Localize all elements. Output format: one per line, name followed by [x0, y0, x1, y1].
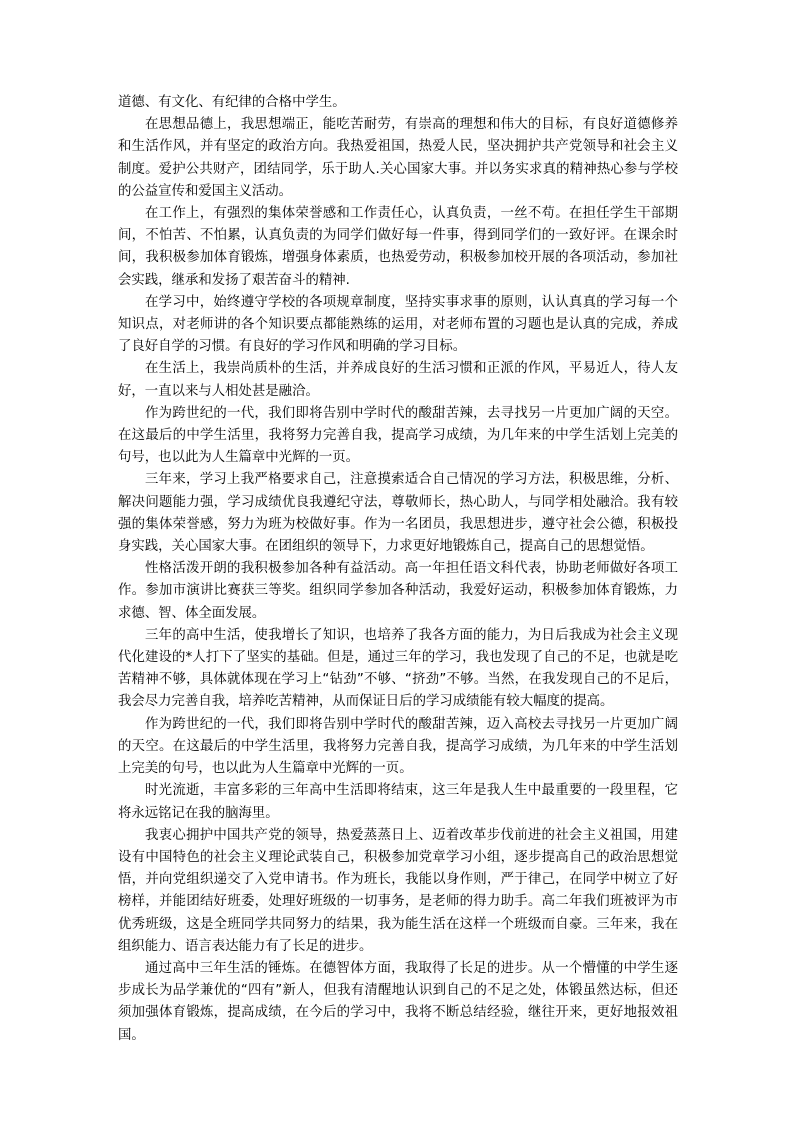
- paragraph: 在生活上，我崇尚质朴的生活，并养成良好的生活习惯和正派的作风，平易近人，待人友好，一直以来与人相处甚是融洽。: [118, 361, 678, 399]
- document-body: [118, 92, 678, 1047]
- paragraph: 在工作上，有强烈的集体荣誉感和工作责任心，认真负责，一丝不苟。在担任学生干部期间，不怕苦、不怕累，认真负责的为同学们做好每一件事，得到同学们的一致好评。在课余时间，我积极参加体育锻炼，增强身体素质，也热爱劳动，积极参加校开展的各项活动，参加社会实践，继承和发扬了艰苦奋斗的精神.: [118, 206, 678, 288]
- paragraph: 作为跨世纪的一代，我们即将告别中学时代的酸甜苦辣，去寻找另一片更加广阔的天空。在这最后的中学生活里，我将努力完善自我，提高学习成绩，为几年来的中学生活划上完美的句号，也以此为人生篇章中光辉的一页。: [118, 405, 678, 466]
- paragraph: 作为跨世纪的一代，我们即将告别中学时代的酸甜苦辣，迈入高校去寻找另一片更加广阔的天空。在这最后的中学生活里，我将努力完善自我，提高学习成绩，为几年来的中学生活划上完美的句号，也以此为人生篇章中光辉的一页。: [118, 716, 678, 777]
- paragraph: 道德、有文化、有纪律的合格中学生。: [118, 95, 346, 110]
- paragraph: 性格活泼开朗的我积极参加各种有益活动。高一年担任语文科代表，协助老师做好各项工作。参加市演讲比赛获三等奖。组织同学参加各种活动，我爱好运动，积极参加体育锻炼，力求德、智、体全面发展。: [118, 561, 678, 621]
- paragraph: 在思想品德上，我思想端正，能吃苦耐劳，有崇高的理想和伟大的目标，有良好道德修养和生活作风，并有坚定的政治方向。我热爱祖国，热爱人民，坚决拥护共产党领导和社会主义制度。爱护公共财产，团结同学，乐于助人.关心国家大事。并以务实求真的精神热心参与学校的公益宣传和爱国主义活动。: [118, 117, 678, 199]
- paragraph: 在学习中，始终遵守学校的各项规章制度，坚持实事求事的原则，认认真真的学习每一个知识点，对老师讲的各个知识要点都能熟练的运用，对老师布置的习题也是认真的完成，养成了良好自学的习惯。有良好的学习作风和明确的学习目标。: [118, 294, 678, 355]
- paragraph: 三年的高中生活，使我增长了知识，也培养了我各方面的能力，为日后我成为社会主义现代化建设的*人打下了坚实的基础。但是，通过三年的学习，我也发现了自己的不足，也就是吃苦精神不够，具体就体现在学习上“钻劲”不够、“挤劲”不够。当然，在我发现自己的不足后，我会尽力完善自我，培养吃苦精神，从而保证日后的学习成绩能有较大幅度的提高。: [118, 627, 678, 710]
- paragraph: 时光流逝，丰富多彩的三年高中生活即将结束，这三年是我人生中最重要的一段里程，它将永远铭记在我的脑海里。: [118, 783, 678, 821]
- paragraph: 三年来，学习上我严格要求自己，注意摸索适合自己情况的学习方法，积极思维，分析、解决问题能力强，学习成绩优良我遵纪守法，尊敬师长，热心助人，与同学相处融洽。我有较强的集体荣誉感，努力为班为校做好事。作为一名团员，我思想进步，遵守社会公德，积极投身实践，关心国家大事。在团组织的领导下，力求更好地锻炼自己，提高自己的思想觉悟。: [118, 472, 678, 555]
- paragraph: 通过高中三年生活的锤炼。在德智体方面，我取得了长足的进步。从一个懵懂的中学生逐步成长为品学兼优的“四有”新人，但我有清醒地认识到自己的不足之处，体锻虽然达标，但还须加强体育锻炼，提高成绩，在今后的学习中，我将不断总结经验，继往开来，更好地报效祖国。: [118, 960, 678, 1043]
- paragraph: 我衷心拥护中国共产党的领导，热爱蒸蒸日上、迈着改革步伐前进的社会主义祖国，用建设有中国特色的社会主义理论武装自己，积极参加党章学习小组，逐步提高自己的政治思想觉悟，并向党组织递交了入党申请书。作为班长，我能以身作则，严于律己，在同学中树立了好榜样，并能团结好班委，处理好班级的一切事务，是老师的得力助手。高二年我们班被评为市优秀班级，这是全班同学共同努力的结果，我为能生活在这样一个班级而自豪。三年来，我在组织能力、语言表达能力有了长足的进步。: [118, 827, 678, 954]
